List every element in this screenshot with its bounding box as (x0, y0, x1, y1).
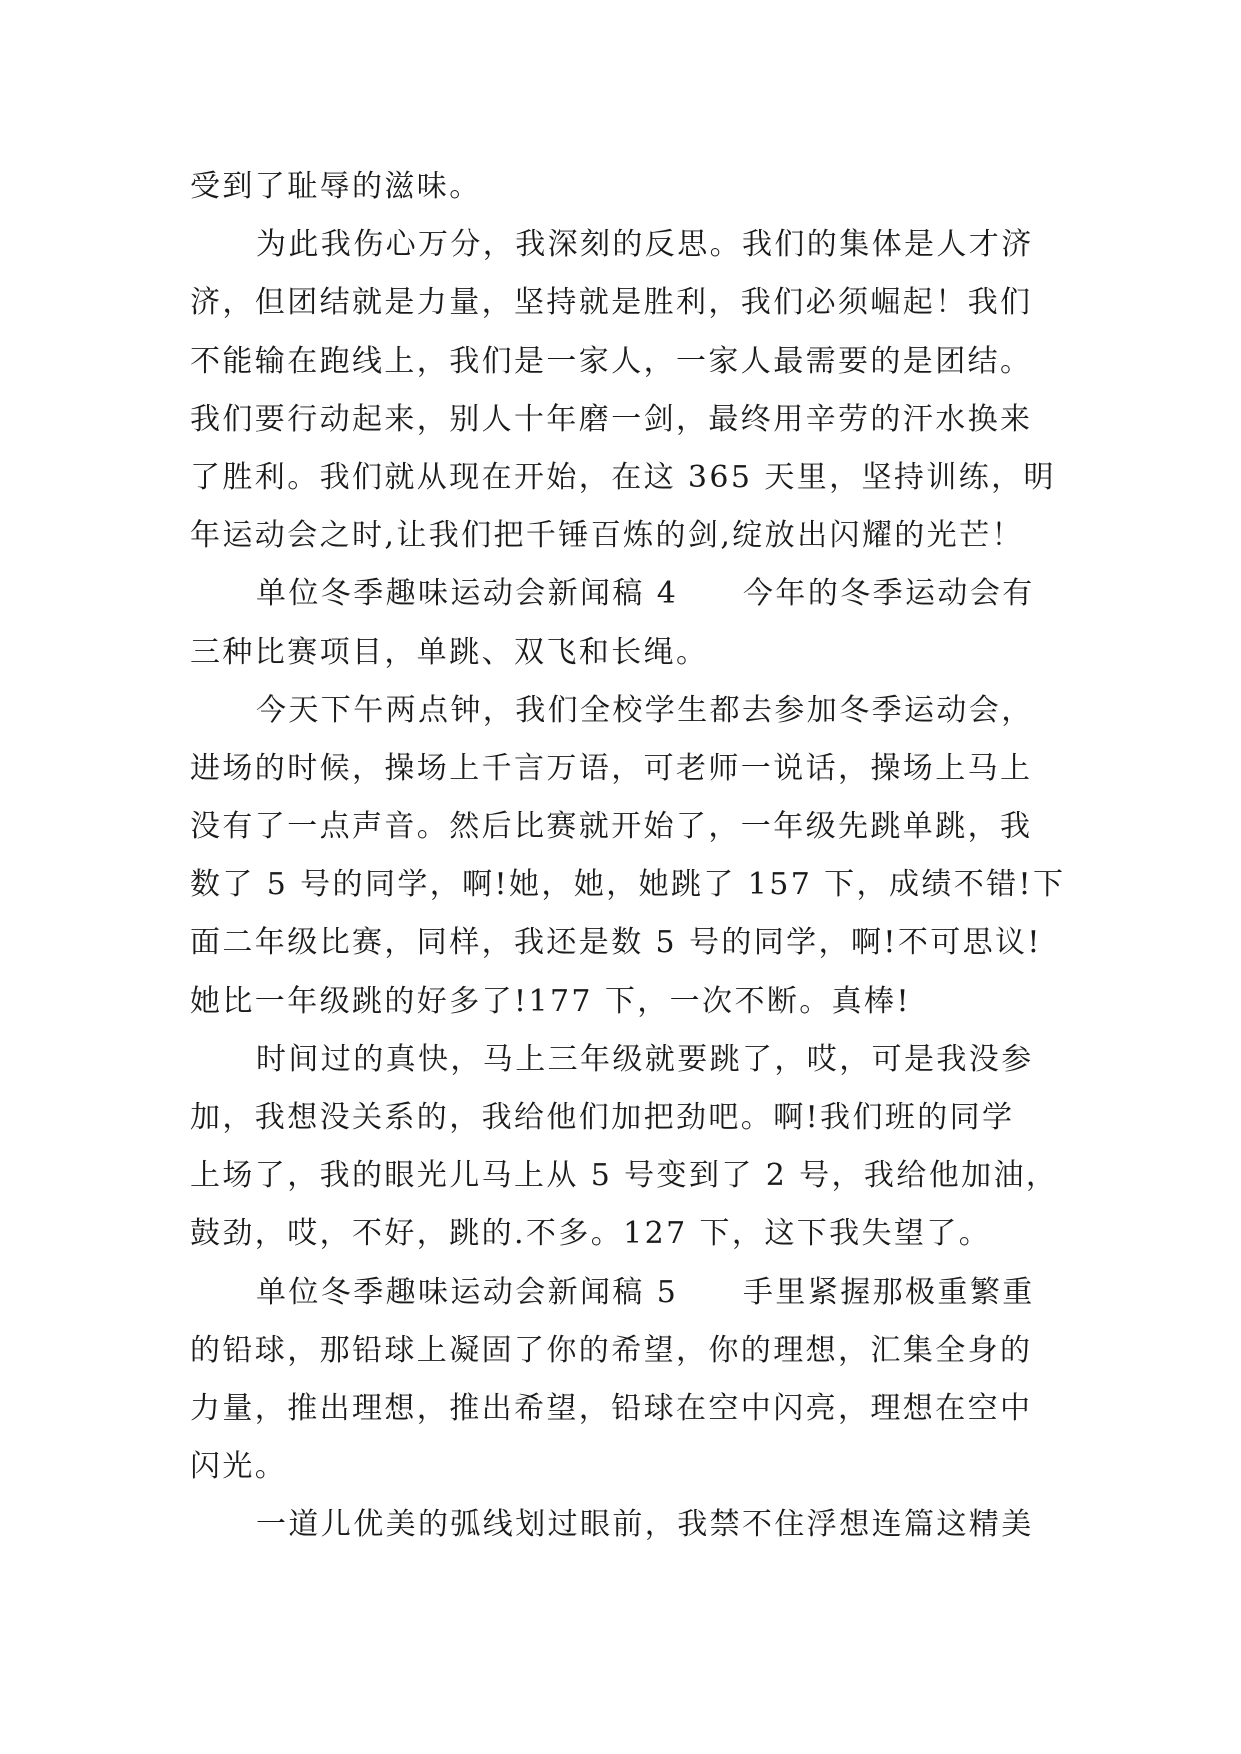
text-line: 我们要行动起来，别人十年磨一剑，最终用辛劳的汗水换来 (190, 401, 1033, 437)
text-line: 时间过的真快，马上三年级就要跳了，哎，可是我没参 (256, 1041, 1034, 1077)
text-line: 没有了一点声音。然后比赛就开始了，一年级先跳单跳，我 (190, 809, 1033, 845)
text-line: 一道儿优美的弧线划过眼前，我禁不住浮想连篇这精美 (256, 1507, 1034, 1543)
text-line: 不能输在跑线上，我们是一家人，一家人最需要的是团结。 (190, 343, 1033, 379)
text-line: 的铅球，那铅球上凝固了你的希望，你的理想，汇集全身的 (190, 1332, 1033, 1368)
body-text (190, 158, 1070, 1555)
text-line: 面二年级比赛，同样，我还是数 5 号的同学，啊!不可思议! (190, 925, 1042, 961)
text-line: 了胜利。我们就从现在开始，在这 365 天里，坚持训练，明 (190, 459, 1056, 495)
text-line: 三种比赛项目，单跳、双飞和长绳。 (190, 634, 709, 670)
text-line: 济，但团结就是力量，坚持就是胜利，我们必须崛起！我们 (190, 285, 1033, 321)
text-line: 数了 5 号的同学，啊!她，她，她跳了 157 下，成绩不错!下 (190, 867, 1066, 903)
text-line: 鼓劲，哎，不好，跳的.不多。127 下，这下我失望了。 (190, 1216, 992, 1252)
text-line: 力量，推出理想，推出希望，铅球在空中闪亮，理想在空中 (190, 1390, 1033, 1426)
text-line: 她比一年级跳的好多了!177 下，一次不断。真棒! (190, 983, 911, 1019)
text-line: 受到了耻辱的滋味。 (190, 169, 482, 204)
text-line: 为此我伤心万分，我深刻的反思。我们的集体是人才济 (256, 227, 1034, 263)
text-line: 进场的时候，操场上千言万语，可老师一说话，操场上马上 (190, 750, 1033, 786)
text-line: 上场了，我的眼光儿马上从 5 号变到了 2 号，我给他加油， (190, 1158, 1059, 1194)
text-line: 年运动会之时,让我们把千锤百炼的剑,绽放出闪耀的光芒！ (190, 518, 1024, 554)
text-line: 闪光。 (190, 1449, 288, 1485)
text-line: 今天下午两点钟，我们全校学生都去参加冬季运动会， (256, 692, 1034, 728)
section-heading-line: 单位冬季趣味运动会新闻稿 4 今年的冬季运动会有 (256, 576, 1035, 612)
section-heading-line: 单位冬季趣味运动会新闻稿 5 手里紧握那极重繁重 (256, 1274, 1035, 1310)
text-line: 加，我想没关系的，我给他们加把劲吧。啊!我们班的同学 (190, 1100, 1015, 1135)
